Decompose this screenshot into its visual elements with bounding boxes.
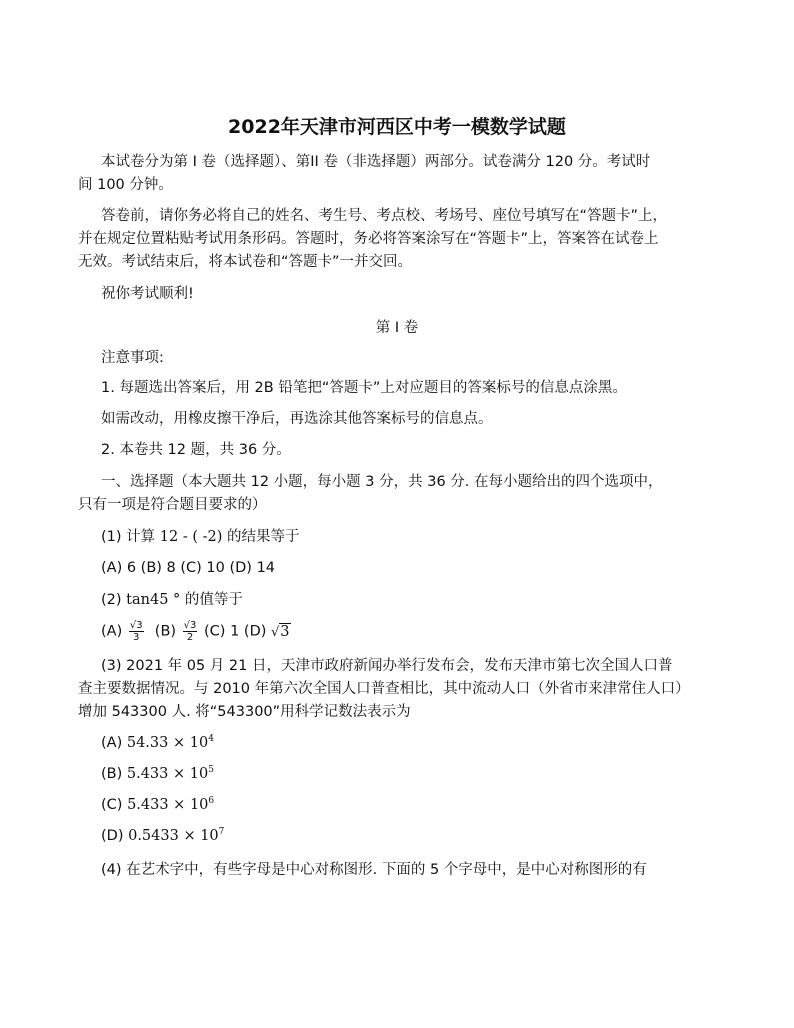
q2-option-d-label: (D) xyxy=(243,623,267,640)
q1-prefix: (1) 计算 xyxy=(101,529,156,545)
part1-intro-2: 只有一项是符合题目要求的） xyxy=(78,497,267,513)
q3-c-mantissa: 5.433 × 10 xyxy=(127,797,209,813)
q3-d-mantissa: 0.5433 × 10 xyxy=(128,828,219,844)
q2-suffix: 的值等于 xyxy=(184,592,243,608)
notice-heading: 注意事项: xyxy=(101,350,164,366)
answer-instructions-1: 答卷前，请你务必将自己的姓名、考生号、考点校、考场号、座位号填写在“答题卡”上， xyxy=(101,208,668,224)
intro-line-2: 间 100 分钟。 xyxy=(78,177,173,193)
q3-d-label: (D) xyxy=(101,828,124,844)
q2-option-d-sqrt xyxy=(271,624,291,640)
q3-option-b xyxy=(101,764,214,784)
section-heading: 第 I 卷 xyxy=(375,320,419,336)
q3-b-mantissa: 5.433 × 10 xyxy=(126,766,209,782)
q1-options: (A) 6 (B) 8 (C) 10 (D) 14 xyxy=(101,560,276,576)
q1-expression: 12 - ( -2) xyxy=(159,529,223,545)
q2-option-a-label: (A) xyxy=(101,623,123,640)
question-1 xyxy=(101,527,300,547)
sqrt-symbol-icon: √ xyxy=(271,624,280,640)
q3-d-exponent: 7 xyxy=(218,827,225,837)
q2-option-a-fraction xyxy=(129,620,144,643)
answer-instructions-3: 无效。考试结束后，将本试卷和“答题卡”一并交回。 xyxy=(78,254,413,270)
q3-option-a xyxy=(101,733,214,753)
q3-c-label: (C) xyxy=(101,797,123,813)
q3-a-label: (A) xyxy=(101,735,123,751)
q3-line-2: 查主要数据情况。与 2010 年第六次全国人口普查相比，其中流动人口（外省市来津常住人口） xyxy=(78,681,690,697)
q3-a-exponent: 4 xyxy=(208,734,214,744)
q3-a-mantissa: 54.33 × 10 xyxy=(126,735,209,751)
q3-b-label: (B) xyxy=(101,766,123,782)
q1-suffix: 的结果等于 xyxy=(227,529,300,545)
q2-expression: tan45 ° xyxy=(126,592,181,608)
q3-option-d xyxy=(101,826,224,846)
q2-options xyxy=(101,620,291,643)
q3-c-exponent: 6 xyxy=(208,796,215,806)
notice-item-1: 1. 每题选出答案后，用 2B 铅笔把“答题卡”上对应题目的答案标号的信息点涂黑。 xyxy=(101,380,627,396)
q2-option-b-label: (B) xyxy=(154,623,177,640)
answer-instructions-2: 并在规定位置粘贴考试用条形码。答题时，务必将答案涂写在“答题卡”上，答案答在试卷上 xyxy=(78,231,659,247)
q2-b-denominator: 2 xyxy=(186,632,194,643)
notice-item-1b: 如需改动，用橡皮擦干净后，再选涂其他答案标号的信息点。 xyxy=(101,411,493,427)
q2-option-c: (C) 1 xyxy=(204,623,240,640)
q3-line-1: (3) 2021 年 05 月 21 日，天津市政府新闻办举行发布会，发布天津市第七次全国人口普 xyxy=(101,658,673,674)
q3-line-3: 增加 543300 人. 将“543300”用科学记数法表示为 xyxy=(78,704,411,720)
notice-item-2: 2. 本卷共 12 题，共 36 分。 xyxy=(101,442,291,458)
intro-line-1: 本试卷分为第 I 卷（选择题）、第II 卷（非选择题）两部分。试卷满分 120 分。考试时 xyxy=(101,154,651,170)
q2-a-numerator: √3 xyxy=(129,620,143,631)
good-luck-text: 祝你考试顺利! xyxy=(101,286,194,302)
part1-intro-1: 一、选择题（本大题共 12 小题，每小题 3 分，共 36 分. 在每小题给出的四个选项中， xyxy=(101,474,663,490)
q4-line-1: (4) 在艺术字中，有些字母是中心对称图形. 下面的 5 个字母中，是中心对称图形的有 xyxy=(101,862,647,878)
page-title: 2022年天津市河西区中考一模数学试题 xyxy=(228,116,566,138)
q2-option-b-fraction xyxy=(183,620,198,643)
q3-option-c xyxy=(101,795,214,815)
q3-b-exponent: 5 xyxy=(208,765,214,775)
question-2 xyxy=(101,590,243,610)
q2-b-numerator: √3 xyxy=(183,620,197,631)
q2-a-denominator: 3 xyxy=(133,632,140,643)
q2-d-radicand: 3 xyxy=(280,623,290,640)
q2-prefix: (2) xyxy=(101,592,122,608)
